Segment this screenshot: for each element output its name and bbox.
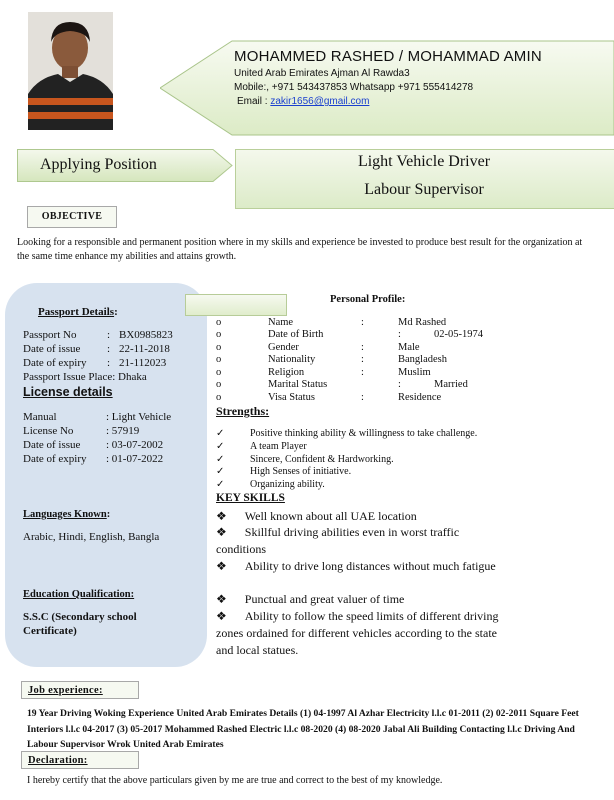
passport-row: Date of expiry : 21-112023: [23, 357, 167, 369]
skill-item: ❖ Punctual and great valuer of time: [216, 592, 405, 606]
license-row: Date of issue : 03-07-2002: [23, 439, 164, 451]
license-row: Manual : Light Vehicle: [23, 411, 172, 423]
candidate-name: MOHAMMED RASHED / MOHAMMAD AMIN: [234, 48, 542, 65]
profile-row: o Marital Status : Married: [216, 379, 468, 390]
license-heading: License details: [23, 385, 113, 399]
passport-issue-place: Passport Issue Place: Dhaka: [23, 371, 147, 383]
skill-item: ❖ Ability to follow the speed limits of different driving zones ordained for different vehicles according to the state and local statues.: [216, 609, 499, 657]
personal-profile-heading: Personal Profile:: [330, 294, 406, 305]
email-label: Email :: [237, 96, 268, 107]
passport-heading: Passport Details:: [38, 306, 118, 318]
declaration-text: I hereby certify that the above particulars given by me are true and correct to the best of my knowledge.: [27, 775, 443, 786]
profile-row: o Name : Md Rashed: [216, 317, 447, 328]
profile-row: o Religion : Muslim: [216, 367, 431, 378]
personal-tab-shape: [185, 294, 287, 316]
profile-row: o Nationality : Bangladesh: [216, 354, 447, 365]
applying-position-label: Applying Position: [40, 156, 157, 173]
objective-heading: OBJECTIVE: [27, 206, 117, 228]
email-line: [237, 96, 369, 107]
strength-item: ✓ Positive thinking ability & willingness to take challenge.: [216, 428, 478, 439]
strength-item: ✓ Organizing ability.: [216, 479, 325, 490]
position-line-2: Labour Supervisor: [364, 181, 484, 198]
email-link[interactable]: zakir1656@gmail.com: [270, 96, 370, 107]
skill-item: ❖ Skillful driving abilities even in worst traffic conditions: [216, 525, 460, 556]
strength-item: ✓ Sincere, Confident & Hardworking.: [216, 454, 394, 465]
education-text: S.S.C (Secondary school Certificate): [23, 611, 137, 637]
mobile-line: Mobile:, +971 543437853 Whatsapp +971 555414278: [234, 82, 474, 93]
license-row: License No : 57919: [23, 425, 140, 437]
profile-photo: [28, 12, 113, 130]
profile-row: o Visa Status : Residence: [216, 392, 442, 403]
passport-row: Date of issue : 22-11-2018: [23, 343, 170, 355]
position-line-1: Light Vehicle Driver: [357, 153, 491, 170]
objective-text: Looking for a responsible and permanent position where in my skills and experience be invested to produce best result for the organization at the same time enhance my abilities and attains growth.: [17, 237, 583, 262]
profile-row: o Date of Birth : 02-05-1974: [216, 329, 483, 340]
location-line: United Arab Emirates Ajman Al Rawda3: [234, 68, 410, 79]
strengths-heading: Strengths:: [216, 404, 270, 418]
skill-item: ❖ Ability to drive long distances without much fatigue: [216, 559, 496, 573]
job-experience-heading: Job experience:: [21, 681, 139, 699]
education-heading: Education Qualification:: [23, 589, 135, 600]
strength-item: ✓ High Senses of initiative.: [216, 466, 352, 477]
skill-item: ❖ Well known about all UAE location: [216, 509, 417, 523]
license-row: Date of expiry : 01-07-2022: [23, 453, 164, 465]
languages-text: Arabic, Hindi, English, Bangla: [23, 531, 160, 543]
job-experience-text: 19 Year Driving Woking Experience United Arab Emirates Details (1) 04-1997 Al Azhar Electricity l.l.c 01-2011 (2) 02-2011 Square Feet Interiors l.l.c 04-2017 (3) 05-2017 Mohammed Rashed Electric l.l.c 08-2020 (4) 08-2020 Jabal Ali Building Contacting l.l.c Driving And Labour Supervisor Wrok United Arab Emirates: [27, 708, 579, 750]
strength-item: ✓ A team Player: [216, 441, 307, 452]
key-skills-heading: KEY SKILLS: [216, 492, 285, 504]
languages-heading: Languages Known:: [23, 509, 111, 520]
profile-row: o Gender : Male: [216, 342, 420, 353]
declaration-heading: Declaration:: [21, 751, 139, 769]
passport-row: Passport No : BX0985823: [23, 329, 173, 341]
